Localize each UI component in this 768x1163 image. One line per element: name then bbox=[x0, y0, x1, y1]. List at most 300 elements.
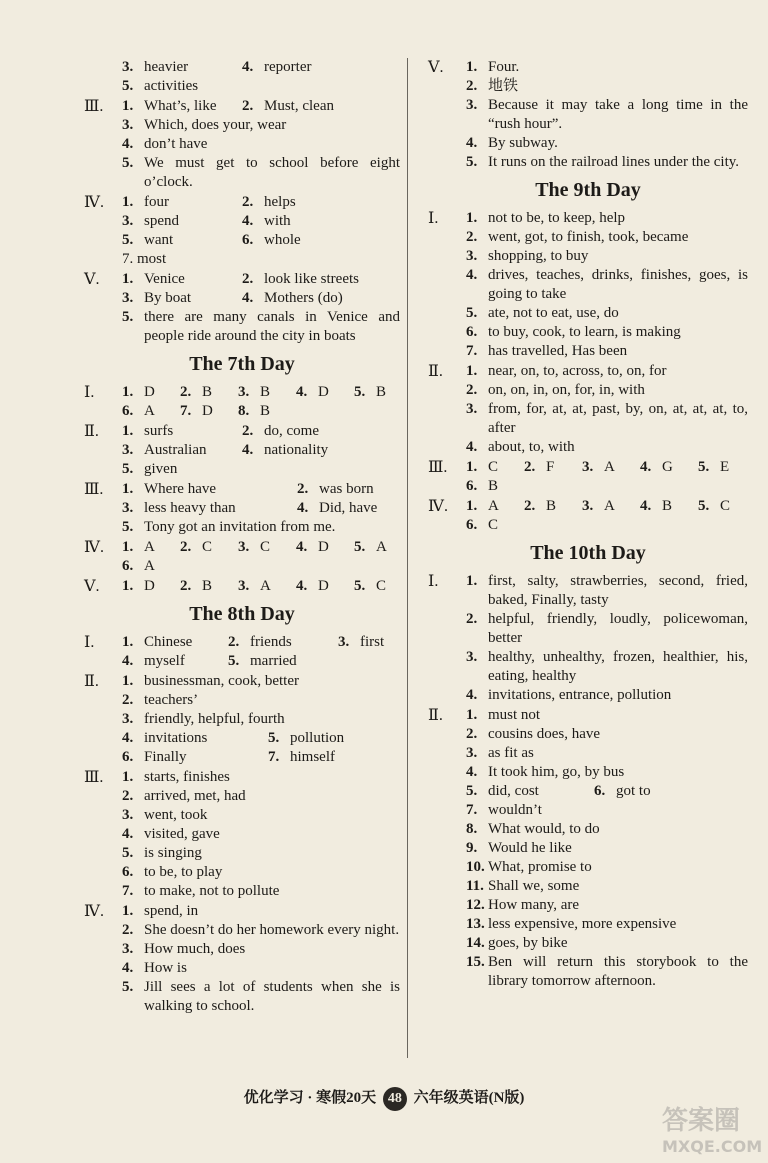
item-answer: to buy, cook, to learn, is making bbox=[488, 324, 681, 340]
item-answer: want bbox=[144, 232, 174, 248]
item-number: 5. bbox=[466, 783, 478, 799]
item-number: 4. bbox=[297, 500, 309, 516]
item-answer: A bbox=[604, 459, 615, 475]
answer-row bbox=[122, 768, 400, 787]
answer-item bbox=[582, 458, 640, 477]
answer-item bbox=[466, 247, 588, 266]
item-number: 2. bbox=[122, 922, 134, 938]
answer-row bbox=[466, 763, 748, 782]
item-number: 5. bbox=[228, 653, 240, 669]
answer-item bbox=[228, 633, 338, 652]
answer-row bbox=[466, 839, 748, 858]
answer-item bbox=[122, 691, 198, 710]
answer-item bbox=[122, 672, 299, 691]
exercise-section bbox=[84, 480, 400, 537]
item-answer: E bbox=[720, 459, 730, 475]
exercise-section bbox=[84, 538, 400, 576]
answer-item bbox=[466, 744, 534, 763]
answer-item bbox=[122, 422, 242, 441]
item-number: 5. bbox=[698, 459, 710, 475]
exercise-section bbox=[428, 58, 748, 172]
item-answer: reporter bbox=[264, 59, 312, 75]
answer-item bbox=[466, 342, 627, 361]
answer-item bbox=[640, 497, 698, 516]
answer-row bbox=[122, 289, 400, 308]
item-answer: nationality bbox=[264, 442, 329, 458]
answer-item-long bbox=[122, 308, 400, 346]
answer-item bbox=[122, 270, 242, 289]
answer-row bbox=[466, 782, 748, 801]
item-answer: visited, gave bbox=[144, 826, 220, 842]
item-number: 2. bbox=[242, 194, 254, 210]
answer-row bbox=[122, 77, 400, 96]
day-heading: The 7th Day bbox=[189, 353, 295, 375]
section-numeral: Ⅲ. bbox=[428, 459, 448, 476]
section-answers bbox=[122, 270, 400, 346]
section-numeral: Ⅴ. bbox=[84, 271, 100, 288]
item-answer: D bbox=[202, 403, 213, 419]
answer-item bbox=[122, 231, 242, 250]
section-numeral: Ⅴ. bbox=[428, 59, 444, 76]
section-answers bbox=[122, 58, 400, 96]
item-answer: A bbox=[488, 498, 499, 514]
item-answer: A bbox=[144, 539, 155, 555]
item-number: 5. bbox=[268, 730, 280, 746]
answer-item-long bbox=[466, 266, 748, 304]
item-answer: must not bbox=[488, 707, 541, 723]
exercise-section bbox=[84, 270, 400, 346]
answer-item bbox=[594, 782, 651, 801]
answer-row bbox=[466, 516, 748, 535]
item-answer: heavier bbox=[144, 59, 189, 75]
answer-item bbox=[354, 577, 386, 596]
item-answer: Must, clean bbox=[264, 98, 334, 114]
item-number: 4. bbox=[466, 764, 478, 780]
item-number: 1. bbox=[466, 573, 478, 589]
section-numeral: Ⅰ. bbox=[428, 573, 439, 590]
exercise-section bbox=[84, 58, 400, 96]
item-answer: By boat bbox=[144, 290, 192, 306]
item-answer: It runs on the railroad lines under the city. bbox=[488, 154, 740, 170]
item-answer: got to bbox=[616, 783, 651, 799]
item-answer: B bbox=[546, 498, 557, 514]
item-answer: Ben will return this storybook to the library tomorrow afternoon. bbox=[488, 954, 748, 989]
item-answer: surfs bbox=[144, 423, 174, 439]
section-answers bbox=[122, 97, 400, 192]
item-answer: G bbox=[662, 459, 673, 475]
item-number: 4. bbox=[242, 59, 254, 75]
answer-row bbox=[122, 402, 400, 421]
item-answer: near, on, to, across, to, on, for bbox=[488, 363, 667, 379]
item-number: 2. bbox=[180, 384, 192, 400]
day-heading: The 10th Day bbox=[530, 542, 646, 564]
item-number: 5. bbox=[698, 498, 710, 514]
answer-item-long bbox=[122, 154, 400, 192]
item-number: 14. bbox=[466, 935, 485, 951]
item-answer: helpful, friendly, loudly, policewoman, better bbox=[488, 611, 748, 646]
answer-item bbox=[354, 383, 386, 402]
section-answers bbox=[122, 538, 400, 576]
item-answer: with bbox=[264, 213, 291, 229]
section-answers bbox=[466, 209, 748, 361]
item-number: 1. bbox=[122, 673, 134, 689]
answer-row bbox=[122, 460, 400, 479]
answer-row bbox=[466, 896, 748, 915]
answer-item bbox=[122, 768, 230, 787]
answer-item bbox=[466, 896, 579, 915]
item-number: 5. bbox=[122, 519, 134, 535]
item-answer: invitations, entrance, pollution bbox=[488, 687, 672, 703]
answer-item bbox=[122, 577, 180, 596]
item-answer: goes, by bike bbox=[488, 935, 568, 951]
answer-item bbox=[466, 801, 542, 820]
answer-item bbox=[297, 499, 377, 518]
answer-item bbox=[242, 193, 296, 212]
item-number: 5. bbox=[354, 578, 366, 594]
item-number: 2. bbox=[122, 788, 134, 804]
answer-item bbox=[466, 458, 524, 477]
item-number: 3. bbox=[122, 290, 134, 306]
answer-item bbox=[122, 748, 268, 767]
item-answer: from, for, at, at, past, by, on, at, at, at, to, after bbox=[488, 401, 748, 436]
answer-row bbox=[122, 518, 400, 537]
item-answer: married bbox=[250, 653, 297, 669]
item-number: 4. bbox=[296, 578, 308, 594]
answer-row bbox=[466, 858, 748, 877]
item-answer: healthy, unhealthy, frozen, healthier, his, eating, healthy bbox=[488, 649, 748, 684]
item-answer: Mothers (do) bbox=[264, 290, 343, 306]
answer-item bbox=[466, 323, 681, 342]
answer-item bbox=[122, 499, 297, 518]
item-answer: What’s, like bbox=[144, 98, 217, 114]
answer-item bbox=[466, 725, 600, 744]
answer-item bbox=[466, 77, 518, 96]
answer-item bbox=[180, 383, 238, 402]
answer-row bbox=[466, 58, 748, 77]
section-answers bbox=[122, 768, 400, 901]
item-answer: B bbox=[376, 384, 387, 400]
item-answer: A bbox=[144, 558, 155, 574]
item-answer: Finally bbox=[144, 749, 187, 765]
section-numeral: Ⅱ. bbox=[84, 423, 99, 440]
item-number: 4. bbox=[466, 135, 478, 151]
answer-item bbox=[242, 441, 328, 460]
item-answer: D bbox=[318, 539, 329, 555]
item-number: 2. bbox=[524, 459, 536, 475]
item-answer: A bbox=[144, 403, 155, 419]
item-number: 4. bbox=[466, 267, 478, 283]
item-number: 2. bbox=[180, 539, 192, 555]
item-answer: less heavy than bbox=[144, 500, 236, 516]
item-number: 1. bbox=[122, 539, 134, 555]
item-answer: F bbox=[546, 459, 555, 475]
answer-row bbox=[122, 710, 400, 729]
answer-item bbox=[122, 441, 242, 460]
item-number: 2. bbox=[466, 229, 478, 245]
left-column bbox=[84, 58, 400, 1017]
item-answer: C bbox=[488, 517, 499, 533]
item-number: 7. bbox=[466, 343, 478, 359]
answer-row bbox=[122, 499, 400, 518]
answer-item bbox=[466, 304, 619, 323]
item-number: 6. bbox=[122, 558, 134, 574]
item-answer: businessman, cook, better bbox=[144, 673, 299, 689]
answer-row bbox=[122, 193, 400, 212]
answer-item bbox=[640, 458, 698, 477]
answer-item bbox=[268, 729, 344, 748]
item-answer: went, got, to finish, took, became bbox=[488, 229, 689, 245]
answer-item bbox=[242, 289, 343, 308]
item-answer: Shall we, some bbox=[488, 878, 580, 894]
item-number: 1. bbox=[122, 423, 134, 439]
answer-item bbox=[122, 193, 242, 212]
answer-item bbox=[466, 763, 624, 782]
answer-row bbox=[122, 844, 400, 863]
section-answers bbox=[466, 362, 748, 457]
item-answer: A bbox=[604, 498, 615, 514]
answer-row bbox=[122, 557, 400, 576]
answer-item bbox=[466, 438, 575, 457]
item-answer: Jill sees a lot of students when she is walking to school. bbox=[144, 979, 400, 1014]
answer-item bbox=[122, 863, 222, 882]
item-answer: myself bbox=[144, 653, 185, 669]
answer-item: 7. most bbox=[122, 251, 167, 267]
item-number: 12. bbox=[466, 897, 485, 913]
item-number: 3. bbox=[582, 498, 594, 514]
item-answer: as fit as bbox=[488, 745, 534, 761]
answer-row bbox=[466, 706, 748, 725]
item-answer: Would he like bbox=[488, 840, 572, 856]
item-number: 4. bbox=[466, 687, 478, 703]
answer-row bbox=[466, 877, 748, 896]
answer-row bbox=[122, 538, 400, 557]
item-number: 1. bbox=[466, 363, 478, 379]
answer-item bbox=[296, 538, 354, 557]
item-answer: Venice bbox=[144, 271, 185, 287]
answer-row bbox=[122, 135, 400, 154]
answer-item bbox=[122, 480, 297, 499]
answer-item bbox=[238, 383, 296, 402]
answer-item bbox=[238, 402, 270, 421]
section-answers bbox=[466, 497, 748, 535]
answer-item bbox=[122, 58, 242, 77]
item-answer: A bbox=[260, 578, 271, 594]
item-answer: wouldn’t bbox=[488, 802, 542, 818]
item-number: 6. bbox=[122, 749, 134, 765]
item-number: 3. bbox=[338, 634, 350, 650]
item-number: 1. bbox=[122, 903, 134, 919]
item-number: 7. bbox=[466, 802, 478, 818]
answer-item bbox=[466, 516, 498, 535]
exercise-section bbox=[84, 383, 400, 421]
item-number: 4. bbox=[242, 290, 254, 306]
answer-item-long bbox=[466, 153, 748, 172]
answer-item bbox=[242, 97, 334, 116]
item-number: 4. bbox=[640, 459, 652, 475]
answer-item bbox=[466, 915, 676, 934]
answer-row bbox=[466, 228, 748, 247]
answer-item bbox=[466, 839, 572, 858]
item-answer: is singing bbox=[144, 845, 202, 861]
item-answer: drives, teaches, drinks, finishes, goes, is going to take bbox=[488, 267, 748, 302]
page-number: 48 bbox=[383, 1087, 407, 1111]
answer-item bbox=[122, 882, 279, 901]
answer-item bbox=[466, 497, 524, 516]
item-number: 7. bbox=[180, 403, 192, 419]
answer-item bbox=[466, 228, 688, 247]
item-number: 1. bbox=[122, 98, 134, 114]
answer-row bbox=[122, 691, 400, 710]
item-number: 3. bbox=[122, 807, 134, 823]
section-numeral: Ⅳ. bbox=[84, 194, 104, 211]
answer-item bbox=[466, 381, 645, 400]
answer-item-long bbox=[466, 953, 748, 991]
answer-item bbox=[122, 787, 246, 806]
item-number: 2. bbox=[466, 726, 478, 742]
answer-row bbox=[122, 748, 400, 767]
answer-row bbox=[122, 383, 400, 402]
item-number: 3. bbox=[466, 97, 478, 113]
answer-item bbox=[238, 538, 296, 557]
answer-item-long bbox=[466, 572, 748, 610]
item-number: 5. bbox=[466, 154, 478, 170]
answer-item bbox=[698, 458, 729, 477]
footer-subject: 六年级英语(N版) bbox=[413, 1090, 525, 1106]
item-number: 2. bbox=[228, 634, 240, 650]
item-number: 3. bbox=[122, 941, 134, 957]
item-number: 1. bbox=[466, 707, 478, 723]
answer-item bbox=[466, 362, 667, 381]
item-number: 4. bbox=[122, 136, 134, 152]
answer-item bbox=[524, 497, 582, 516]
item-answer: given bbox=[144, 461, 178, 477]
section-answers bbox=[466, 58, 748, 172]
item-answer: whole bbox=[264, 232, 301, 248]
section-answers bbox=[122, 577, 400, 596]
answer-item bbox=[122, 402, 180, 421]
item-number: 7. bbox=[268, 749, 280, 765]
item-answer: arrived, met, had bbox=[144, 788, 246, 804]
day-heading: The 9th Day bbox=[535, 179, 641, 201]
item-number: 5. bbox=[122, 309, 134, 325]
item-answer: to make, not to pollute bbox=[144, 883, 280, 899]
answer-item bbox=[268, 748, 335, 767]
answer-row bbox=[122, 480, 400, 499]
exercise-section bbox=[84, 193, 400, 269]
item-answer: spend, in bbox=[144, 903, 199, 919]
answer-row bbox=[122, 652, 400, 671]
answer-item bbox=[466, 877, 579, 896]
item-answer: D bbox=[144, 384, 155, 400]
exercise-section bbox=[84, 768, 400, 901]
answer-item bbox=[122, 383, 180, 402]
section-numeral: Ⅱ. bbox=[84, 673, 99, 690]
item-number: 4. bbox=[296, 384, 308, 400]
answer-row bbox=[466, 801, 748, 820]
item-answer: How is bbox=[144, 960, 187, 976]
item-answer: friendly, helpful, fourth bbox=[144, 711, 285, 727]
watermark-url: MXQE.COM bbox=[662, 1137, 763, 1156]
answer-row bbox=[466, 686, 748, 705]
answer-row bbox=[122, 672, 400, 691]
footer-book-title: 优化学习 · 寒假20天 bbox=[243, 1090, 377, 1106]
answer-item bbox=[122, 289, 242, 308]
item-answer: do, come bbox=[264, 423, 319, 439]
item-answer: himself bbox=[290, 749, 335, 765]
item-number: 4. bbox=[466, 439, 478, 455]
answer-row bbox=[466, 247, 748, 266]
answer-item bbox=[466, 934, 568, 953]
item-answer: How many, are bbox=[488, 897, 580, 913]
answer-row bbox=[466, 77, 748, 96]
answer-item bbox=[582, 497, 640, 516]
answer-row bbox=[122, 940, 400, 959]
item-answer: C bbox=[202, 539, 213, 555]
item-answer: to be, to play bbox=[144, 864, 223, 880]
answer-row bbox=[466, 934, 748, 953]
answer-item bbox=[122, 825, 220, 844]
item-number: 2. bbox=[297, 481, 309, 497]
item-number: 2. bbox=[242, 271, 254, 287]
watermark-logo-text: 答案圈 bbox=[662, 1106, 741, 1136]
item-answer: ate, not to eat, use, do bbox=[488, 305, 619, 321]
item-number: 5. bbox=[354, 384, 366, 400]
answer-row bbox=[122, 116, 400, 135]
item-number: 6. bbox=[122, 864, 134, 880]
item-answer: D bbox=[318, 384, 329, 400]
answer-item bbox=[466, 58, 519, 77]
answer-item bbox=[122, 538, 180, 557]
item-answer: 地铁 bbox=[488, 78, 519, 94]
item-number: 3. bbox=[122, 711, 134, 727]
item-number: 5. bbox=[466, 305, 478, 321]
section-numeral: Ⅲ. bbox=[84, 769, 104, 786]
item-answer: there are many canals in Venice and people ride around the city in boats bbox=[144, 309, 400, 344]
item-number: 6. bbox=[122, 403, 134, 419]
section-numeral: Ⅰ. bbox=[84, 384, 95, 401]
answer-item bbox=[242, 58, 311, 77]
exercise-section bbox=[84, 577, 400, 596]
answer-item bbox=[122, 135, 207, 154]
section-answers bbox=[122, 383, 400, 421]
item-number: 3. bbox=[122, 213, 134, 229]
answer-row bbox=[122, 959, 400, 978]
item-number: 3. bbox=[238, 578, 250, 594]
item-number: 5. bbox=[354, 539, 366, 555]
item-answer: Tony got an invitation from me. bbox=[144, 519, 336, 535]
answer-item-long bbox=[466, 400, 748, 438]
item-answer: friends bbox=[250, 634, 292, 650]
answer-item bbox=[466, 477, 498, 496]
item-answer: first, salty, strawberries, second, fried, baked, Finally, tasty bbox=[488, 573, 748, 608]
answer-row bbox=[466, 134, 748, 153]
item-number: 15. bbox=[466, 954, 485, 970]
item-number: 5. bbox=[122, 979, 134, 995]
item-answer: pollution bbox=[290, 730, 345, 746]
item-number: 5. bbox=[122, 461, 134, 477]
item-answer: B bbox=[662, 498, 673, 514]
item-number: 4. bbox=[122, 653, 134, 669]
item-answer: spend bbox=[144, 213, 179, 229]
answer-item bbox=[122, 710, 285, 729]
answer-row bbox=[122, 633, 400, 652]
item-answer: not to be, to keep, help bbox=[488, 210, 626, 226]
section-numeral: Ⅳ. bbox=[428, 498, 448, 515]
item-number: 1. bbox=[466, 210, 478, 226]
answer-item bbox=[466, 134, 558, 153]
answer-item bbox=[122, 806, 207, 825]
answer-item bbox=[122, 212, 242, 231]
